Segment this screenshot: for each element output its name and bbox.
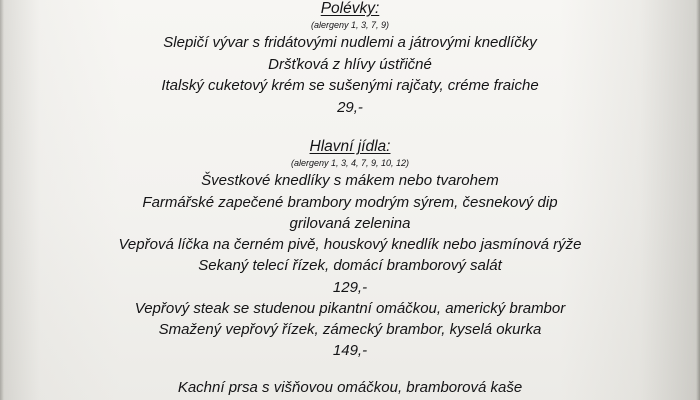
- main-item: Kachní prsa s višňovou omáčkou, bramborová kaše: [177, 379, 523, 396]
- soups-price: 29,-: [337, 99, 363, 116]
- main-item: Sekaný telecí řízek, domácí bramborový salát: [198, 257, 502, 274]
- soup-item: Slepičí vývar s fridátovými nudlemi a játrovými knedlíčky: [163, 34, 537, 51]
- soup-item: Dršťková z hlívy ústřičné: [268, 56, 432, 73]
- soups-heading: Polévky:: [320, 0, 380, 17]
- mains-heading: Hlavní jídla:: [309, 138, 391, 155]
- soup-item: Italský cuketový krém se sušenými rajčaty, créme fraiche: [161, 77, 539, 94]
- main-item: Farmářské zapečené brambory modrým sýrem, česnekový dip: [142, 194, 558, 211]
- mains-price-2: 149,-: [332, 342, 368, 359]
- soups-allergens: (alergeny 1, 3, 7, 9): [310, 20, 390, 30]
- main-item: grilovaná zelenina: [289, 215, 411, 232]
- main-item: Vepřová líčka na černém pivě, houskový knedlík nebo jasmínová rýže: [118, 236, 582, 253]
- mains-price-1: 129,-: [332, 279, 368, 296]
- main-item: Smažený vepřový řízek, zámecký brambor, kyselá okurka: [158, 321, 542, 338]
- main-item: Vepřový steak se studenou pikantní omáčkou, americký brambor: [134, 300, 566, 317]
- main-item: Švestkové knedlíky s mákem nebo tvarohem: [201, 172, 499, 189]
- mains-allergens: (alergeny 1, 3, 4, 7, 9, 10, 12): [290, 158, 410, 168]
